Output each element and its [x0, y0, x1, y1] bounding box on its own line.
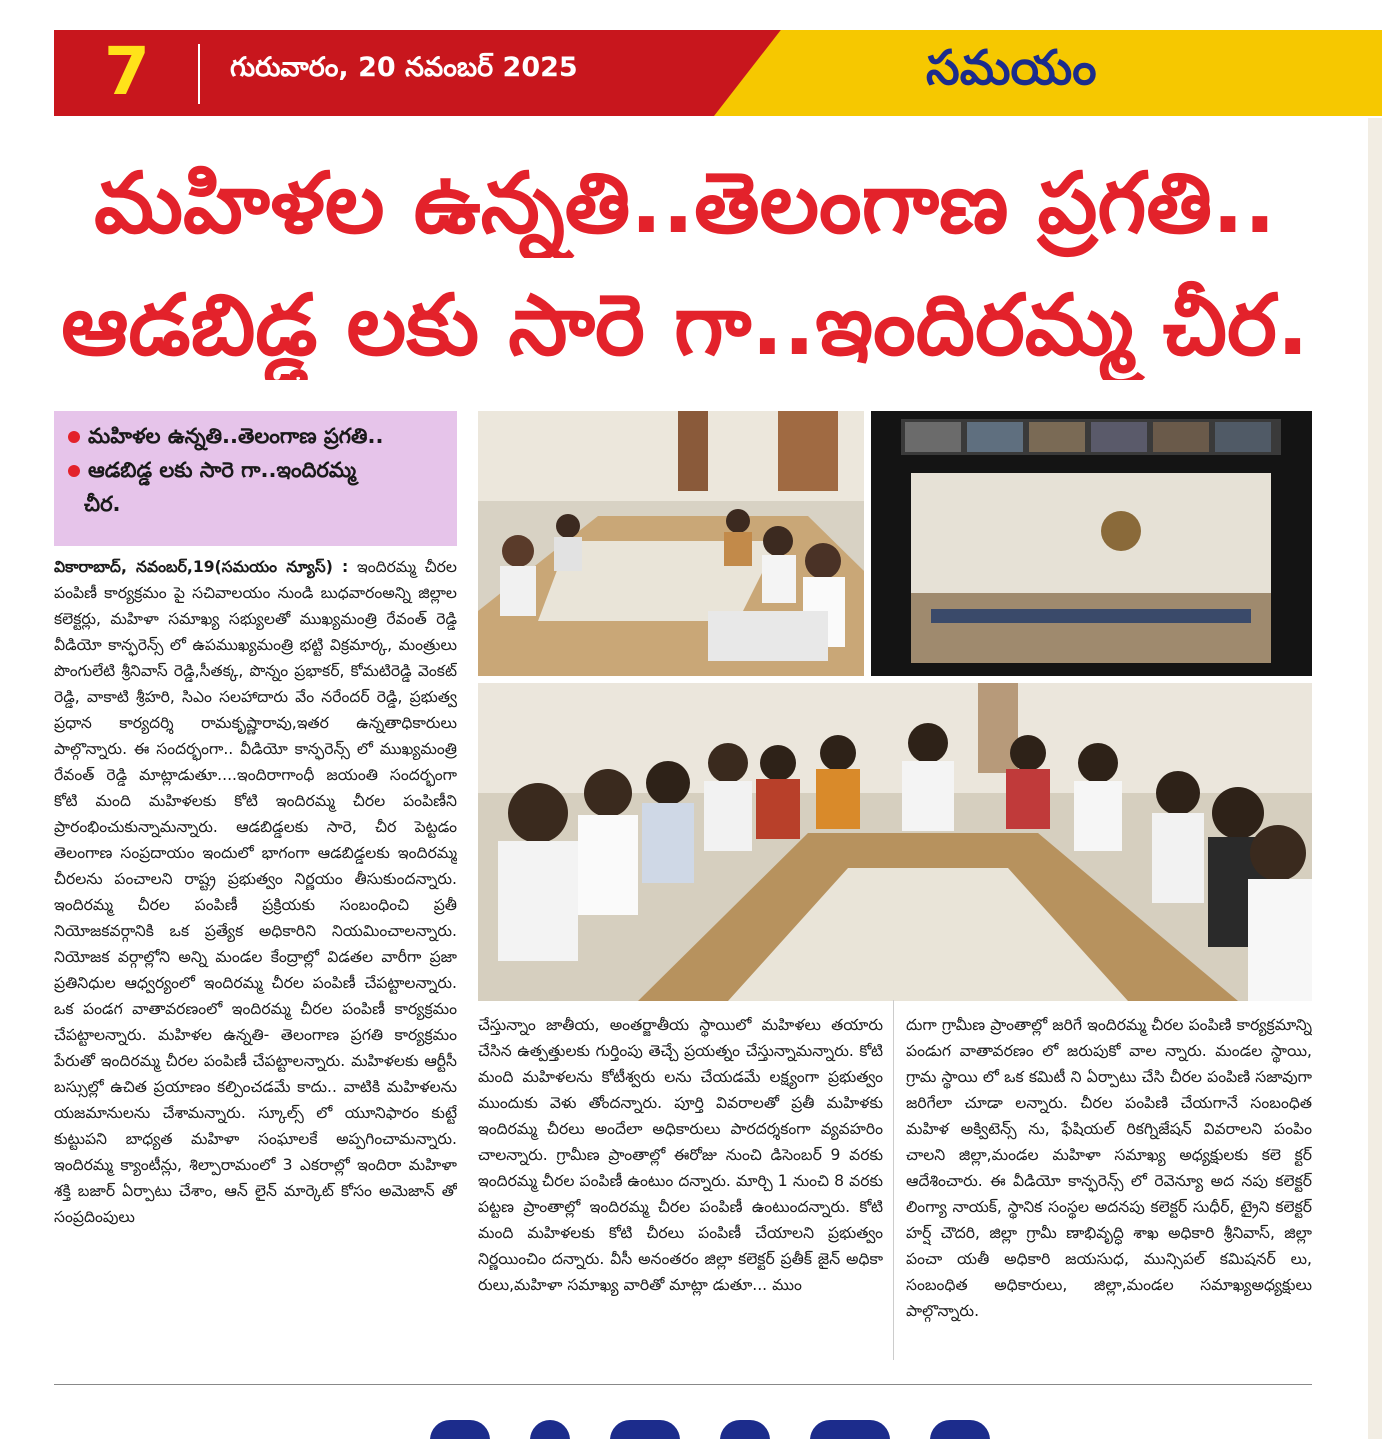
headline-line-2: ఆడబిడ్డ లకు సారె గా..ఇందిరమ్మ చీర.: [61, 276, 1309, 374]
officials-meeting-illustration: [478, 683, 1312, 1001]
summary-text: ఆడబిడ్డ లకు సారె గా..ఇందిరమ్మ: [88, 458, 357, 482]
headline-line-1: మహిళల ఉన్నతి..తెలంగాణ ప్రగతి..: [94, 154, 1276, 252]
article-column-2: [478, 1012, 883, 1364]
page-number: 7: [104, 33, 150, 110]
bottom-rule: [54, 1384, 1312, 1385]
article-column-3: [906, 1012, 1312, 1364]
next-headline-fragment: [420, 1412, 1020, 1439]
summary-text: మహిళల ఉన్నతి..తెలంగాణ ప్రగతి..: [88, 424, 384, 448]
bullet-icon: [68, 465, 80, 477]
summary-item-continuation: చీర.: [84, 492, 121, 516]
article-text: ఇందిరమ్మ చీరల పంపిణీ కార్యక్రమం పై సచివాలయం నుండి బుధవారంఅన్ని జిల్లాల కలెక్టర్లు, మహిళా సమాఖ్య సభ్యులతో ముఖ్యమంత్రి రేవంత్ రెడ్డి వీడియో కాన్ఫరెన్స్ లో ఉపముఖ్యమంత్రి భట్టి విక్రమార్క, మంత్రులు పొంగులేటి శ్రీనివాస్ రెడ్డి,సీతక్క, పొన్నం ప్రభాకర్, కోమటిరెడ్డి వెంకట్ రెడ్డి, వాకాటి శ్రీహరి, సిఎం సలహాదారు వేం నరేందర్ రెడ్డి, ప్రభుత్వ ప్రధాన కార్యదర్శి రామకృష్ణారావు,ఇతర ఉన్నతాధికారులు పాల్గొన్నారు. ఈ సందర్భంగా.. వీడియో కాన్ఫరెన్స్ లో ముఖ్యమంత్రి రేవంత్ రెడ్డి మాట్లాడుతూ....ఇందిరాగాంధీ జయంతి సందర్భంగా కోటి మంది మహిళలకు కోటి ఇందిరమ్మ చీరల పంపిణీని ప్రారంభించుకున్నామన్నారు. ఆడబిడ్డలకు సారె, చీర పెట్టడం తెలంగాణ సంప్రదాయం ఇందులో భాగంగా ఆడబిడ్డలకు ఇందిరమ్మ చీరలను పంచాలని రాష్ట్ర ప్రభుత్వం నిర్ణయం తీసుకుందన్నారు. ఇందిరమ్మ చీరల పంపిణీ ప్రక్రియకు సంబంధించి ప్రతీ నియోజకవర్గానికి ఒక ప్రత్యేక అధికారిని నియమించాలన్నారు. నియోజక వర్గాల్లోని అన్ని మండల కేంద్రాల్లో విడతల వారీగా ప్రజా ప్రతినిధుల ఆధ్వర్యంలో ఇందిరమ్మ చీరల పంపిణీ చేపట్టాలన్నారు. ఒక పండగ వాతావరణంలో ఇందిరమ్మ చీరల పంపిణీ కార్యక్రమం చేపట్టాలన్నారు. మహిళల ఉన్నతి- తెలంగాణ ప్రగతి కార్యక్రమం పేరుతో ఇందిరమ్మ చీరల పంపిణీ చేపట్టాలన్నారు. మహిళలకు ఆర్టీసీ బస్సుల్లో ఉచిత ప్రయాణం కల్పించడమే కాదు.. వాటికి మహిళలను యజమానులను చేశామన్నారు. స్కూల్స్ లో యూనిఫారం కుట్టే కుట్టుపని బాధ్యత మహిళా సంఘాలకే అప్పగించామన్నారు. ఇందిరమ్మ క్యాంటీన్లు, శిల్పారామంలో 3 ఎకరాల్లో ఇందిరా మహిళా శక్తి బజార్ ఏర్పాటు చేశాం, ఆన్ లైన్ మార్కెట్ కోసం అమెజాన్ తో సంప్రదింపులు: [54, 558, 457, 1226]
column-divider: [893, 1000, 894, 1360]
summary-item: [68, 453, 356, 487]
glyph-fragment: [430, 1420, 490, 1439]
glyph-fragment: [930, 1420, 990, 1439]
video-conference-illustration: [871, 411, 1312, 676]
video-conference-photo: [871, 411, 1312, 676]
page-edge: [1368, 118, 1382, 1439]
article-text: దుగా గ్రామీణ ప్రాంతాల్లో జరిగే ఇందిరమ్మ చీరల పంపిణి కార్యక్రమాన్ని పండుగ వాతావరణం లో జరుపుకో వాల న్నారు. మండల స్థాయి, గ్రామ స్థాయి లో ఒక కమిటీ ని ఏర్పాటు చేసి చీరల పంపిణి సజావుగా జరిగేలా చూడా లన్నారు. చీరల పంపిణి చేయగానే సంబంధిత మహిళ అక్విటెన్స్ ను, ఫేషియల్ రికగ్నిజేషన్ వివరాలని పంపిం చాలని జిల్లా,మండల మహిళా సమాఖ్య అధ్యక్షులకు కలె క్టర్ ఆదేశించారు. ఈ వీడియో కాన్ఫరెన్స్ లో రెవెన్యూ అద నపు కలెక్టర్ లింగ్యా నాయక్, స్థానిక సంస్థల అదనపు కలెక్టర్ సుధీర్, ట్రైని కలెక్టర్ హర్ష్ చౌదరి, జిల్లా గ్రామీ ణాభివృద్ధి శాఖ అధికారి శ్రీనివాస్, జిల్లా పంచా యతీ అధికారి జయసుధ, మున్సిపల్ కమిషనర్ లు, సంబంధిత అధికారులు, జిల్లా,మండల సమాఖ్యఅధ్యక్షులు పాల్గొన్నారు.: [906, 1016, 1312, 1320]
officials-meeting-photo: [478, 683, 1312, 1001]
meeting-photo-illustration: [478, 411, 864, 676]
glyph-fragment: [810, 1420, 890, 1439]
issue-date: గురువారం, 20 నవంబర్ 2025: [230, 52, 578, 83]
glyph-fragment: [610, 1420, 680, 1439]
newspaper-brand: సమయం: [926, 40, 1097, 96]
masthead: [54, 30, 1382, 116]
summary-box: [54, 411, 457, 546]
bullet-icon: [68, 431, 80, 443]
article-column-1: [54, 554, 457, 1366]
glyph-fragment: [720, 1420, 770, 1439]
glyph-fragment: [530, 1420, 570, 1439]
meeting-photo: [478, 411, 864, 676]
summary-item: [68, 419, 383, 453]
dateline: వికారాబాద్, నవంబర్,19(సమయం న్యూస్) :: [54, 558, 349, 576]
article-text: చేస్తున్నాం జాతీయ, అంతర్జాతీయ స్థాయిలో మహిళలు తయారు చేసిన ఉత్పత్తులకు గుర్తింపు తెచ్చే ప్రయత్నం చేస్తున్నామన్నారు. కోటి మంది మహిళలను కోటీశ్వరు లను చేయడమే లక్ష్యంగా ప్రభుత్వం ముందుకు వెళు తోందన్నారు. పూర్తి వివరాలతో ప్రతీ మహిళకు ఇందిరమ్మ చీరలు అందేలా అధికారులు పారదర్శకంగా వ్యవహరిం చాలన్నారు. గ్రామీణ ప్రాంతాల్లో ఈరోజు నుంచి డిసెంబర్ 9 వరకు ఇందిరమ్మ చీరల పంపిణీ ఉంటుం దన్నారు. మార్చి 1 నుంచి 8 వరకు పట్టణ ప్రాంతాల్లో ఇందిరమ్మ చీరల పంపిణీ ఉంటుందన్నారు. కోటి మంది మహిళలకు కోటి చీరలు పంపిణీ చేయాలని ప్రభుత్వం నిర్ణయించిం దన్నారు. వీసీ అనంతరం జిల్లా కలెక్టర్ ప్రతీక్ జైన్ అధికా రులు,మహిళా సమాఖ్య వారితో మాట్లా డుతూ... ముం: [478, 1016, 883, 1294]
masthead-divider: [198, 44, 200, 104]
